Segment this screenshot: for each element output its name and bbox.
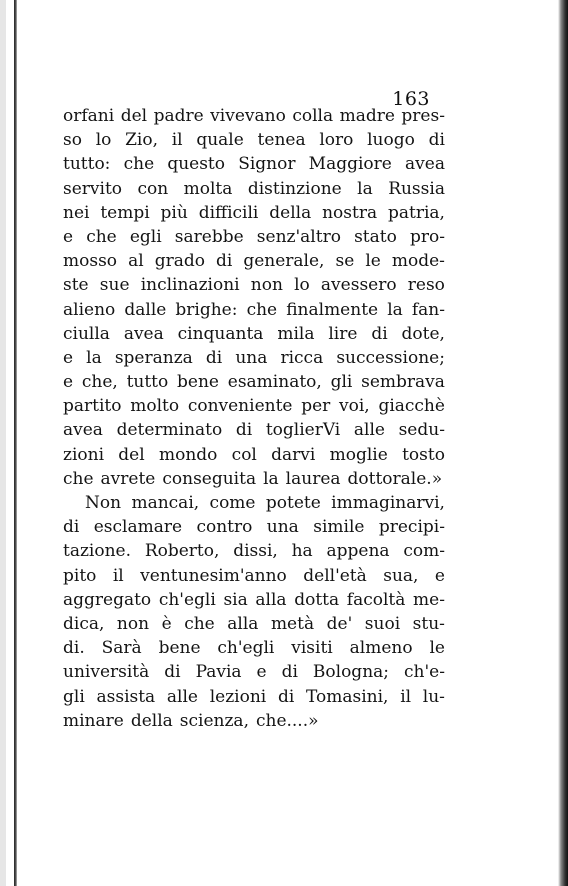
word: madre — [339, 106, 395, 126]
word: Bologna; — [312, 662, 389, 683]
word: mondo — [158, 444, 218, 465]
text-line — [63, 515, 445, 539]
word: nei — [63, 202, 90, 223]
word: luogo — [367, 130, 415, 151]
word: sembrava — [361, 372, 445, 393]
word: minare — [63, 710, 124, 731]
word: che — [86, 226, 117, 247]
text-line — [63, 685, 445, 709]
word: Sarà — [101, 638, 142, 659]
word: lo — [294, 275, 310, 296]
word: servito — [63, 178, 123, 199]
word: e — [63, 226, 74, 247]
word: contro — [196, 517, 253, 538]
word: mila — [277, 323, 315, 344]
page-right-edge-shadow — [558, 0, 568, 886]
word: gli — [63, 686, 85, 707]
text-line — [63, 370, 445, 394]
word: de' — [326, 613, 353, 634]
text-line — [63, 298, 445, 322]
word: di — [428, 130, 445, 151]
word: darvi — [271, 444, 316, 465]
word: metà — [270, 613, 315, 634]
word: alle — [353, 420, 385, 441]
word: avessero — [320, 275, 397, 296]
word: determinato — [116, 420, 223, 441]
text-line — [63, 564, 445, 588]
word: di. — [63, 638, 85, 659]
word: nostra — [322, 202, 378, 223]
word: Signor — [238, 154, 296, 175]
word: una — [235, 347, 268, 368]
text-line — [63, 636, 445, 660]
word: inclinazioni — [140, 275, 240, 296]
word: fan- — [411, 299, 445, 320]
word: questo — [167, 154, 225, 175]
word: ch'e- — [403, 662, 445, 683]
word: il — [112, 565, 124, 586]
word: padre — [153, 106, 204, 126]
text-line — [63, 539, 445, 563]
text-line — [63, 612, 445, 636]
word: di — [235, 420, 253, 441]
word: tosto — [402, 444, 445, 465]
word: al — [128, 251, 144, 272]
word: le — [429, 638, 445, 659]
word: avea — [63, 420, 103, 441]
word: immaginarvi, — [331, 493, 445, 513]
word: della — [130, 710, 173, 731]
word: Roberto, — [144, 541, 220, 562]
word: alle — [166, 686, 198, 707]
word: è — [161, 613, 172, 634]
word: avrete — [100, 468, 156, 489]
word: mode- — [391, 251, 445, 272]
word: dottorale.» — [347, 468, 443, 489]
word: che, — [81, 372, 118, 393]
word: pito — [63, 565, 97, 586]
word: so — [63, 130, 82, 151]
word: lo — [95, 130, 112, 151]
word: suoi — [364, 613, 401, 634]
word: giacchè — [378, 396, 445, 417]
word: non — [116, 613, 150, 634]
word: almeno — [349, 638, 413, 659]
word: dalle — [124, 299, 167, 320]
word: che — [123, 154, 155, 175]
page-number: 163 — [392, 88, 430, 110]
word: tutto — [126, 372, 169, 393]
word: la — [263, 468, 279, 489]
word: voi, — [339, 396, 370, 417]
word: distinzione — [247, 178, 342, 199]
word: patria, — [387, 202, 445, 223]
word: di — [164, 662, 181, 683]
word: bene — [158, 638, 201, 659]
word: il — [400, 686, 412, 707]
word: sia — [223, 589, 248, 610]
word: di — [281, 662, 298, 683]
word: di — [215, 251, 233, 272]
word: conveniente — [187, 396, 293, 417]
word: le — [365, 251, 381, 272]
word: sue — [99, 275, 130, 296]
word: con — [137, 178, 169, 199]
word: tenea — [257, 130, 306, 151]
word: zioni — [63, 444, 105, 465]
word: dissi, — [233, 541, 278, 562]
word: precipi- — [378, 517, 445, 538]
word: Pavia — [195, 662, 242, 683]
text-line — [63, 128, 445, 152]
word: scienza, — [179, 710, 249, 731]
word: di — [205, 347, 223, 368]
word: Maggiore — [308, 154, 392, 175]
word: successione; — [336, 347, 445, 368]
word: dica, — [63, 613, 105, 634]
word: la — [357, 178, 373, 199]
word: mancai, — [131, 493, 200, 513]
word: una — [266, 517, 299, 538]
word: laurea — [285, 468, 341, 489]
word: esaminato, — [227, 372, 322, 393]
word: dotta — [294, 589, 340, 610]
word: ch'egli — [158, 589, 216, 610]
word: la — [86, 347, 102, 368]
word: il — [171, 130, 183, 151]
word: ha — [291, 541, 313, 562]
word: partito — [63, 396, 122, 417]
word: tutto: — [63, 154, 111, 175]
word: Tomasini, — [306, 686, 389, 707]
word: generale, — [243, 251, 325, 272]
word: senz'altro — [256, 226, 341, 247]
word: come — [209, 493, 256, 513]
word: ch'egli — [217, 638, 275, 659]
word: aggregato — [63, 589, 152, 610]
word: conseguita — [162, 468, 257, 489]
word: della — [269, 202, 312, 223]
word: orfani — [63, 106, 115, 126]
text-line — [63, 709, 445, 733]
word: Russia — [388, 178, 445, 199]
text-line — [63, 443, 445, 467]
word: colla — [292, 106, 334, 126]
word: avea — [123, 323, 164, 344]
page-left-margin — [0, 0, 6, 886]
word: che....» — [255, 710, 319, 731]
word: com- — [403, 541, 445, 562]
word: tazione. — [63, 541, 132, 562]
text-line — [63, 249, 445, 273]
text-line — [63, 660, 445, 684]
text-line — [63, 104, 445, 128]
text-line — [63, 491, 445, 515]
word: col — [231, 444, 257, 465]
text-line — [63, 346, 445, 370]
text-line — [63, 467, 445, 491]
word: mosso — [63, 251, 118, 272]
word: vivevano — [210, 106, 286, 126]
word: potete — [265, 493, 321, 513]
body-text — [63, 104, 445, 733]
word: visiti — [291, 638, 333, 659]
word: e — [63, 347, 74, 368]
word: dote, — [401, 323, 445, 344]
word: e — [63, 372, 74, 393]
text-line — [63, 322, 445, 346]
word: del — [118, 444, 145, 465]
word: brighe: — [175, 299, 238, 320]
word: ciulla — [63, 323, 110, 344]
word: di — [371, 323, 388, 344]
word: alla — [227, 613, 259, 634]
text-line — [63, 394, 445, 418]
word: assista — [96, 686, 156, 707]
word: di — [277, 686, 295, 707]
text-line — [63, 152, 445, 176]
word: toglierVi — [265, 420, 341, 441]
book-binding-edge — [14, 0, 17, 886]
word: cinquanta — [177, 323, 264, 344]
word: sarebbe — [174, 226, 244, 247]
word: che — [63, 468, 94, 489]
word: difficili — [198, 202, 259, 223]
word: facoltà — [346, 589, 406, 610]
text-line — [63, 201, 445, 225]
word: la — [387, 299, 403, 320]
word: pres- — [401, 106, 445, 126]
word: ventunesim'anno — [140, 565, 287, 586]
word: più — [160, 202, 188, 223]
text-line — [63, 177, 445, 201]
word: appena — [326, 541, 390, 562]
text-line — [63, 418, 445, 442]
word: e — [434, 565, 445, 586]
word: dell'età — [303, 565, 367, 586]
word: non — [250, 275, 283, 296]
word: reso — [407, 275, 445, 296]
word: lezioni — [209, 686, 267, 707]
word: Non — [85, 493, 122, 513]
word: simile — [313, 517, 365, 538]
word: sedu- — [398, 420, 445, 441]
word: del — [120, 106, 148, 126]
word: esclamare — [93, 517, 183, 538]
word: grado — [154, 251, 205, 272]
word: avea — [405, 154, 445, 175]
word: di — [63, 517, 80, 538]
word: finalmente — [286, 299, 379, 320]
word: ricca — [280, 347, 324, 368]
word: che — [184, 613, 215, 634]
word: sua, — [383, 565, 419, 586]
word: stu- — [412, 613, 445, 634]
word: alieno — [63, 299, 116, 320]
word: e — [256, 662, 267, 683]
word: egli — [129, 226, 162, 247]
word: alla — [255, 589, 287, 610]
text-line — [63, 588, 445, 612]
text-line — [63, 225, 445, 249]
word: che — [246, 299, 278, 320]
word: moglie — [329, 444, 388, 465]
word: per — [301, 396, 331, 417]
word: Zio, — [125, 130, 158, 151]
word: me- — [413, 589, 445, 610]
word: tempi — [100, 202, 150, 223]
word: molto — [130, 396, 180, 417]
word: gli — [330, 372, 353, 393]
word: bene — [177, 372, 219, 393]
word: lu- — [422, 686, 445, 707]
word: università — [63, 662, 150, 683]
text-line — [63, 273, 445, 297]
word: se — [335, 251, 355, 272]
word: ste — [63, 275, 89, 296]
word: lire — [328, 323, 358, 344]
word: pro- — [409, 226, 445, 247]
word: stato — [354, 226, 397, 247]
word: molta — [183, 178, 233, 199]
word: quale — [196, 130, 244, 151]
word: speranza — [114, 347, 193, 368]
word: loro — [319, 130, 354, 151]
